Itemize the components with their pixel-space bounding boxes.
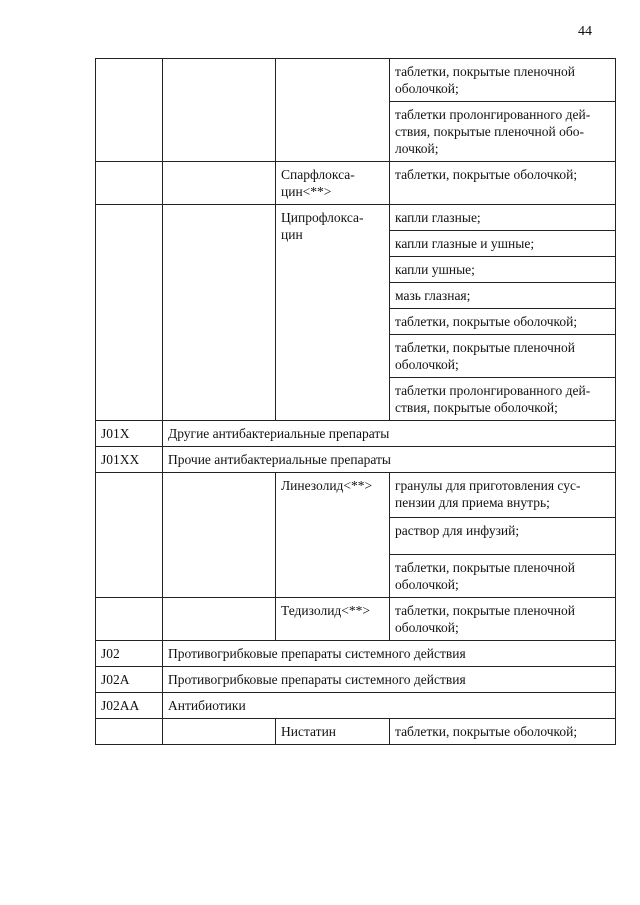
drug-cell: Линезолид<**> [276,473,390,598]
table-row [96,667,616,693]
form-cell: таблетки, покрытые пленочной оболочкой; [390,555,616,598]
code-cell: J01XX [96,447,163,473]
form-cell: капли ушные; [390,257,616,283]
form-cell: таблетки, покрытые оболочкой; [390,719,616,745]
form-cell: таблетки, покрытые оболочкой; [390,309,616,335]
drug-cell: Спарфлокса- цин<**> [276,162,390,205]
group-name-cell: Прочие антибактериальные препараты [163,447,616,473]
table-row [96,447,616,473]
group-cell [163,598,276,641]
table-row [96,59,616,102]
drug-cell: Нистатин [276,719,390,745]
form-cell: таблетки пролонгированного дей- ствия, покрытые оболочкой; [390,378,616,421]
drug-cell [276,59,390,162]
table-row [96,693,616,719]
table-row [96,162,616,205]
form-cell: таблетки пролонгированного дей- ствия, покрытые пленочной обо- лочкой; [390,102,616,162]
group-cell [163,205,276,421]
form-cell: таблетки, покрытые пленочной оболочкой; [390,598,616,641]
table-row [96,719,616,745]
table-row [96,641,616,667]
group-cell [163,59,276,162]
form-cell: капли глазные и ушные; [390,231,616,257]
table-row [96,473,616,518]
group-name-cell: Другие антибактериальные препараты [163,421,616,447]
code-cell: J02AA [96,693,163,719]
form-cell: раствор для инфузий; [390,518,616,555]
table-row [96,421,616,447]
table-row [96,598,616,641]
form-cell: таблетки, покрытые пленочной оболочкой; [390,335,616,378]
page-number: 44 [578,24,592,39]
form-cell: таблетки, покрытые оболочкой; [390,162,616,205]
group-cell [163,719,276,745]
drug-cell: Тедизолид<**> [276,598,390,641]
group-cell [163,473,276,598]
group-name-cell: Противогрибковые препараты системного действия [163,667,616,693]
drug-cell: Ципрофлокса- цин [276,205,390,421]
table-row [96,205,616,231]
form-cell: капли глазные; [390,205,616,231]
code-cell [96,719,163,745]
code-cell: J02A [96,667,163,693]
code-cell [96,473,163,598]
code-cell: J01X [96,421,163,447]
form-cell: таблетки, покрытые пленочной оболочкой; [390,59,616,102]
code-cell [96,205,163,421]
code-cell [96,59,163,162]
group-name-cell: Антибиотики [163,693,616,719]
code-cell [96,162,163,205]
code-cell [96,598,163,641]
form-cell: гранулы для приготовления сус- пензии для приема внутрь; [390,473,616,518]
medication-table [95,58,616,745]
group-name-cell: Противогрибковые препараты системного действия [163,641,616,667]
group-cell [163,162,276,205]
form-cell: мазь глазная; [390,283,616,309]
code-cell: J02 [96,641,163,667]
